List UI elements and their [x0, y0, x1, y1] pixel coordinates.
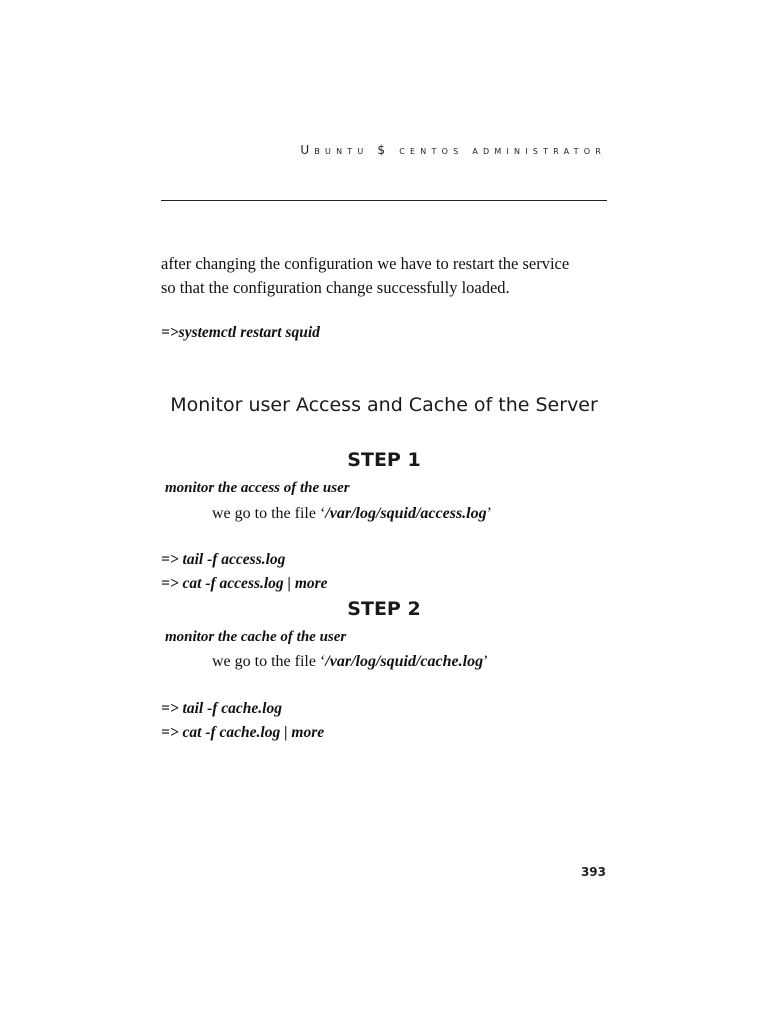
step-1-desc-prefix: we go to the file ‘ — [212, 505, 326, 522]
step-1-file-path: /var/log/squid/access.log — [325, 505, 487, 522]
step-2-command-1: => tail -f cache.log — [161, 700, 282, 717]
step-2-subheading: monitor the cache of the user — [165, 629, 347, 645]
running-head — [300, 143, 606, 157]
step-1-heading-text: STEP 1 — [347, 449, 421, 471]
intro-line-1: after changing the configuration we have to restart the service — [161, 254, 570, 273]
step-2-command-2: => cat -f cache.log | more — [161, 724, 325, 741]
step-1-desc-suffix: ’ — [486, 505, 492, 522]
running-head-text: Ubuntu $ centos administrator — [300, 143, 606, 157]
intro-line-2: so that the configuration change successfully loaded. — [161, 278, 510, 297]
restart-command: =>systemctl restart squid — [161, 324, 320, 341]
step-1-subheading: monitor the access of the user — [165, 480, 350, 496]
step-2-heading-text: STEP 2 — [347, 598, 421, 620]
step-2-file-path: /var/log/squid/cache.log — [325, 653, 484, 670]
step-2-heading — [0, 598, 768, 620]
step-2-description — [212, 653, 488, 671]
step-1-description — [212, 505, 492, 523]
step-2-desc-suffix: ’ — [483, 653, 489, 670]
section-title-text: Monitor user Access and Cache of the Server — [170, 394, 598, 416]
page-number: 393 — [580, 865, 606, 879]
step-1-command-1: => tail -f access.log — [161, 551, 286, 568]
step-2-desc-prefix: we go to the file ‘ — [212, 653, 326, 670]
step-1-heading — [0, 449, 768, 471]
header-rule — [161, 200, 607, 201]
section-title — [0, 394, 768, 416]
step-1-command-2: => cat -f access.log | more — [161, 575, 328, 592]
intro-paragraph — [161, 252, 611, 300]
